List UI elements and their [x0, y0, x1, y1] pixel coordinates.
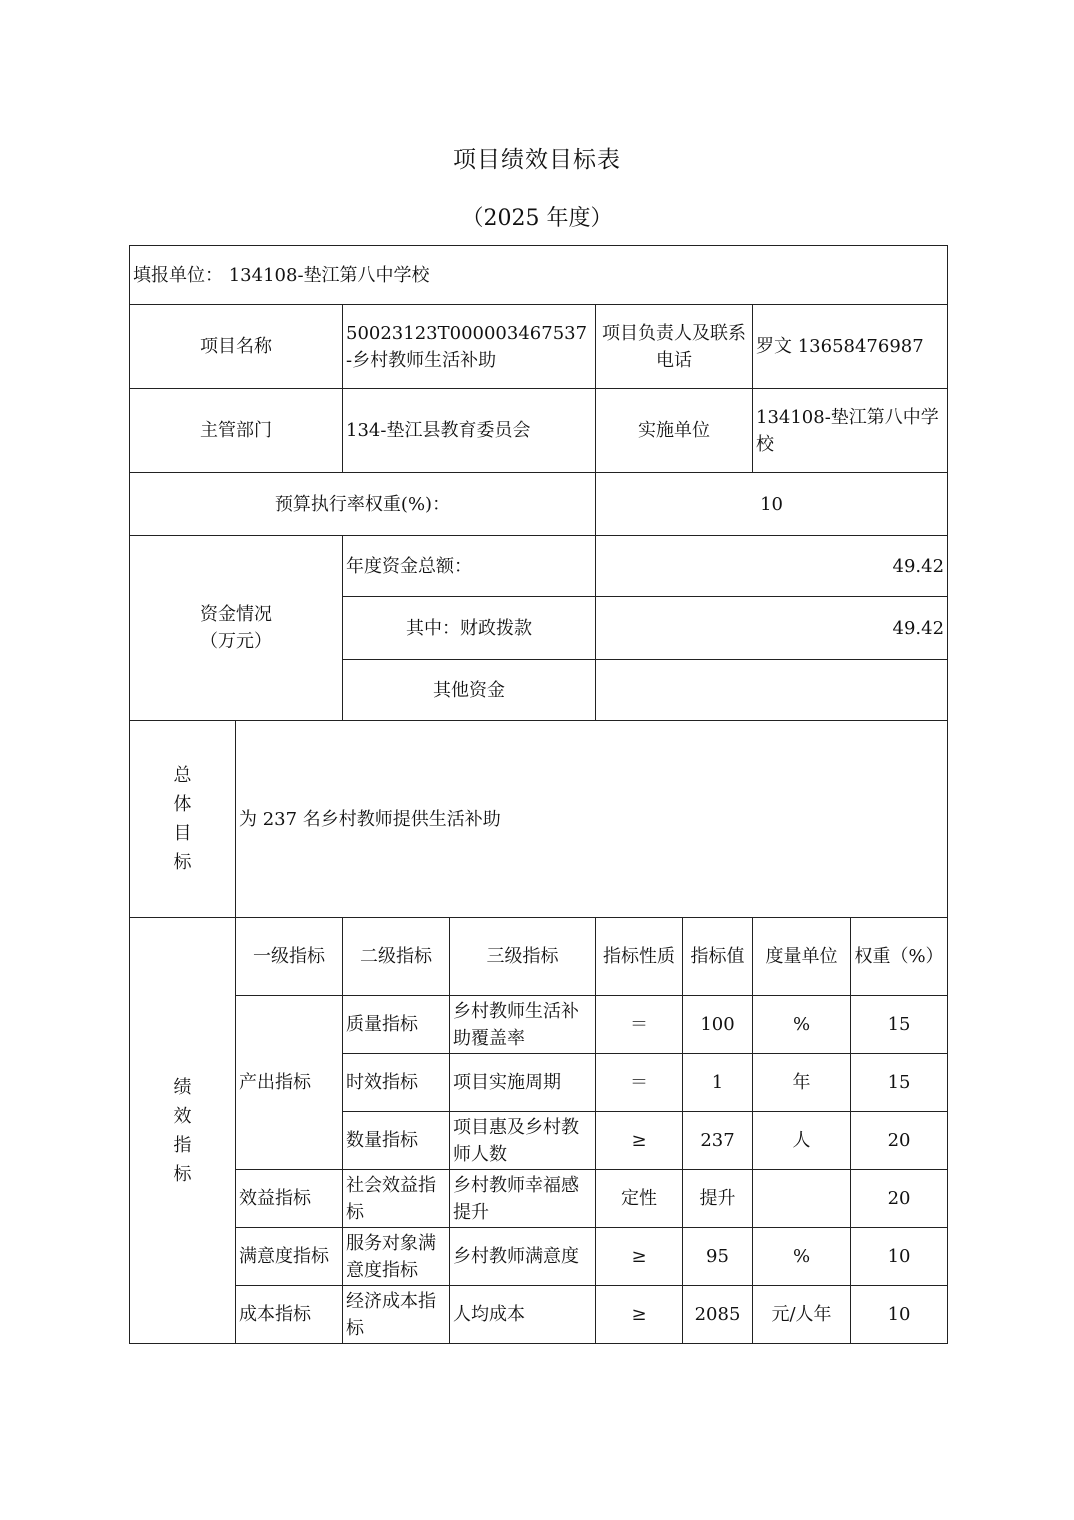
indicator-level1: 成本指标: [236, 1286, 343, 1344]
department-label: 主管部门: [130, 389, 343, 473]
indicator-row: [130, 1170, 948, 1228]
indicator-weight: 10: [851, 1228, 948, 1286]
funds-total-label: 年度资金总额：: [343, 536, 596, 597]
indicators-char: 绩: [173, 1076, 192, 1098]
overall-goal-char: 目: [173, 823, 192, 844]
indicator-level3: 项目实施周期: [450, 1054, 596, 1112]
reporting-unit-cell: [130, 246, 948, 305]
indicator-header-row: [130, 918, 948, 996]
funds-label-line2: （万元）: [200, 631, 272, 652]
funds-other-label: 其他资金: [343, 660, 596, 721]
overall-goal-row: [130, 721, 948, 918]
indicator-level2: 服务对象满意度指标: [343, 1228, 450, 1286]
department-row: [130, 389, 948, 473]
indicator-weight: 10: [851, 1286, 948, 1344]
funds-total-row: [130, 536, 948, 597]
header-level3: 三级指标: [450, 918, 596, 996]
project-manager-label: 项目负责人及联系电话: [596, 305, 753, 389]
indicator-weight: 15: [851, 1054, 948, 1112]
implementing-unit-value: 134108-垫江第八中学校: [753, 389, 948, 473]
overall-goal-label: [130, 721, 236, 918]
header-nature: 指标性质: [596, 918, 683, 996]
overall-goal-text: 为 237 名乡村教师提供生活补助: [236, 721, 948, 918]
indicator-level3: 项目惠及乡村教师人数: [450, 1112, 596, 1170]
indicator-value: 1: [683, 1054, 753, 1112]
reporting-unit-value: 134108-垫江第八中学校: [228, 264, 430, 286]
indicator-unit: %: [753, 996, 851, 1054]
year-subtitle: （2025 年度）: [461, 206, 613, 231]
indicator-value: 提升: [683, 1170, 753, 1228]
budget-rate-value: 10: [596, 473, 948, 536]
indicator-level2: 经济成本指标: [343, 1286, 450, 1344]
funds-fiscal-label: 其中：财政拨款: [343, 597, 596, 660]
reporting-unit-row: [130, 246, 948, 305]
budget-rate-row: [130, 473, 948, 536]
indicator-nature: ＝: [596, 1054, 683, 1112]
indicator-level3: 人均成本: [450, 1286, 596, 1344]
indicator-nature: ＝: [596, 996, 683, 1054]
implementing-unit-label: 实施单位: [596, 389, 753, 473]
reporting-unit-label: 填报单位：: [133, 264, 223, 286]
indicator-level2: 时效指标: [343, 1054, 450, 1112]
overall-goal-char: 总: [173, 765, 192, 786]
indicator-unit: 元/人年: [753, 1286, 851, 1344]
project-name-value: 50023123T000003467537-乡村教师生活补助: [343, 305, 596, 389]
department-value: 134-垫江县教育委员会: [343, 389, 596, 473]
indicator-weight: 20: [851, 1112, 948, 1170]
header-level1: 一级指标: [236, 918, 343, 996]
indicator-level3: 乡村教师满意度: [450, 1228, 596, 1286]
indicator-value: 95: [683, 1228, 753, 1286]
funds-label-line1: 资金情况: [200, 604, 272, 625]
performance-target-table: [129, 245, 948, 1344]
indicator-value: 237: [683, 1112, 753, 1170]
indicator-level1: 效益指标: [236, 1170, 343, 1228]
indicator-unit: [753, 1170, 851, 1228]
project-name-label: 项目名称: [130, 305, 343, 389]
indicator-level1: 产出指标: [236, 996, 343, 1170]
indicator-row: [130, 996, 948, 1054]
indicator-value: 100: [683, 996, 753, 1054]
header-value: 指标值: [683, 918, 753, 996]
overall-goal-char: 标: [173, 852, 192, 873]
indicator-level3: 乡村教师幸福感提升: [450, 1170, 596, 1228]
indicator-level2: 质量指标: [343, 996, 450, 1054]
page-title: 项目绩效目标表: [453, 147, 621, 173]
indicator-unit: 人: [753, 1112, 851, 1170]
indicator-nature: ≥: [596, 1286, 683, 1344]
indicators-char: 指: [173, 1134, 192, 1156]
project-name-row: [130, 305, 948, 389]
overall-goal-char: 体: [173, 794, 192, 815]
indicator-weight: 20: [851, 1170, 948, 1228]
header-unit: 度量单位: [753, 918, 851, 996]
indicator-unit: 年: [753, 1054, 851, 1112]
funds-other-value: [596, 660, 948, 721]
indicator-row: [130, 1228, 948, 1286]
project-manager-value: 罗文 13658476987: [753, 305, 948, 389]
indicator-level1: 满意度指标: [236, 1228, 343, 1286]
indicator-nature: 定性: [596, 1170, 683, 1228]
indicator-level2: 社会效益指标: [343, 1170, 450, 1228]
indicators-label: [130, 918, 236, 1344]
indicator-unit: %: [753, 1228, 851, 1286]
funds-fiscal-value: 49.42: [596, 597, 948, 660]
indicators-char: 标: [173, 1163, 192, 1185]
indicator-row: [130, 1286, 948, 1344]
indicator-level2: 数量指标: [343, 1112, 450, 1170]
indicator-value: 2085: [683, 1286, 753, 1344]
indicator-nature: ≥: [596, 1112, 683, 1170]
indicator-nature: ≥: [596, 1228, 683, 1286]
funds-label: [130, 536, 343, 721]
header-level2: 二级指标: [343, 918, 450, 996]
indicator-weight: 15: [851, 996, 948, 1054]
indicators-char: 效: [173, 1105, 192, 1127]
header-weight: 权重（%）: [851, 918, 948, 996]
funds-total-value: 49.42: [596, 536, 948, 597]
budget-rate-label: 预算执行率权重(%)：: [130, 473, 596, 536]
indicator-level3: 乡村教师生活补助覆盖率: [450, 996, 596, 1054]
